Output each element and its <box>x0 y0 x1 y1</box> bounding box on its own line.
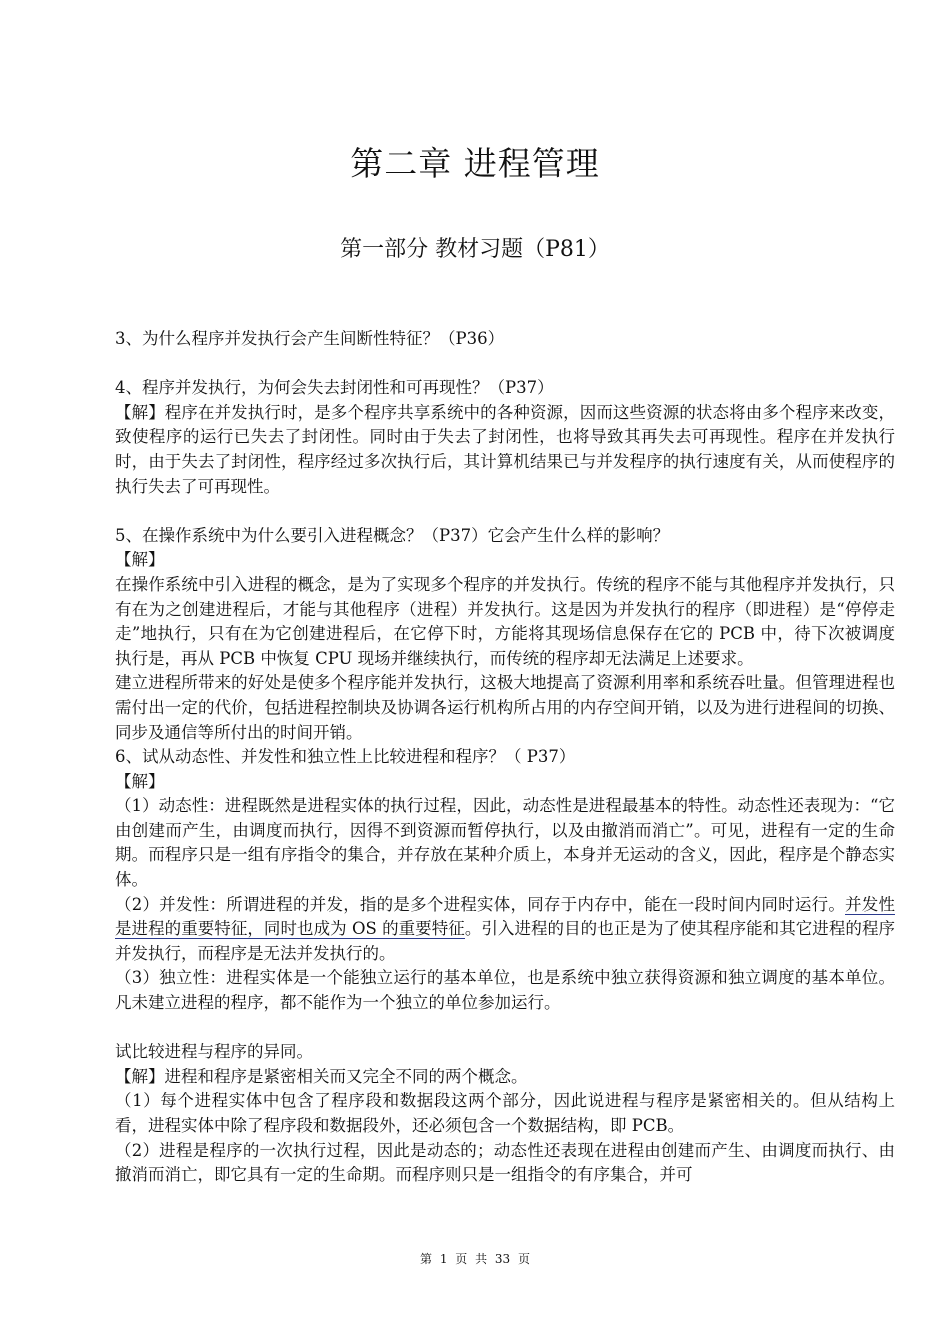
question-6-paragraph-3: （3）独立性：进程实体是一个能独立运行的基本单位，也是系统中独立获得资源和独立调度的基本单位。凡未建立进程的程序，都不能作为一个独立的单位参加运行。 <box>115 968 895 1013</box>
question-5-solution-label: 【解】 <box>115 550 165 570</box>
question-5-paragraph-1: 在操作系统中引入进程的概念，是为了实现多个程序的并发执行。传统的程序不能与其他程序并发执行，只有在为之创建进程后，才能与其他程序（进程）并发执行。这是因为并发执行的程序（即进程）是“停停走走”地执行，只有在为它创建进程后，在它停下时，方能将其现场信息保存在它的 PCB 中，待下次被调度执行是，再从 PCB 中恢复 CPU 现场并继续执行，而传统的程序却无法满足上述要求。 <box>115 574 895 668</box>
spacer <box>115 352 895 377</box>
paragraph-text: （2）并发性：所谓进程的并发，指的是多个进程实体，同存于内存中，能在一段时间内同时运行。 <box>115 894 846 914</box>
page-footer: 第 1 页 共 33 页 <box>420 1252 530 1266</box>
question-7-paragraph-2: （2）进程是程序的一次执行过程，因此是动态的；动态性还表现在进程由创建而产生、由调度而执行、由撤消而消亡，即它具有一定的生命期。而程序则只是一组指令的有序集合，并可 <box>115 1140 895 1185</box>
part-title: 第一部分 教材习题（P81） <box>340 237 610 262</box>
question-6-solution-label: 【解】 <box>115 771 165 791</box>
question-6-paragraph-1: （1）动态性：进程既然是进程实体的执行过程，因此，动态性是进程最基本的特性。动态性还表现为：“它由创建而产生，由调度而执行，因得不到资源而暂停执行，以及由撤消而消亡”。可见，进程有一定的生命期。而程序只是一组有序指令的集合，并存放在某种介质上，本身并无运动的含义，因此，程序是个静态实体。 <box>115 796 895 890</box>
underlined-text: 并发性是进程的重要特征，同时也成为 OS 的重要特征 <box>115 894 896 939</box>
document-body <box>115 327 895 1188</box>
question-7-solution: 【解】进程和程序是紧密相关而又完全不同的两个概念。 <box>115 1066 528 1086</box>
question-7: 试比较进程与程序的异同。 <box>115 1042 313 1062</box>
spacer <box>115 499 895 524</box>
question-7-paragraph-1: （1）每个进程实体中包含了程序段和数据段这两个部分，因此说进程与程序是紧密相关的。但从结构上看，进程实体中除了程序段和数据段外，还必须包含一个数据结构，即 PCB。 <box>115 1091 895 1135</box>
question-4: 4、程序并发执行，为何会失去封闭性和可再现性？（P37） <box>115 378 554 398</box>
spacer <box>115 1016 895 1041</box>
question-5-paragraph-2: 建立进程所带来的好处是使多个程序能并发执行，这极大地提高了资源利用率和系统吞吐量。但管理进程也需付出一定的代价，包括进程控制块及协调各运行机构所占用的内存空间开销，以及为进行进程间的切换、同步及通信等所付出的时间开销。 <box>115 673 895 742</box>
question-6-paragraph-2 <box>115 893 895 967</box>
question-4-solution: 【解】程序在并发执行时，是多个程序共享系统中的各种资源，因而这些资源的状态将由多个程序来改变，致使程序的运行已失去了封闭性。同时由于失去了封闭性，也将导致其再失去可再现性。程序在并发执行时，由于失去了封闭性，程序经过多次执行后，其计算机结果已与并发程序的执行速度有关，从而使程序的执行失去了可再现性。 <box>115 402 895 496</box>
question-3: 3、为什么程序并发执行会产生间断性特征？（P36） <box>115 329 505 348</box>
chapter-title: 第二章 进程管理 <box>350 144 600 183</box>
question-6: 6、试从动态性、并发性和独立性上比较进程和程序？（ P37） <box>115 747 576 767</box>
paragraph-text: 。引入进程的目的也正是为了使其程序能和其它进程的程序并发执行，而程序是无法并发执行的。 <box>115 919 895 963</box>
question-5: 5、在操作系统中为什么要引入进程概念？（P37）它会产生什么样的影响？ <box>115 525 670 545</box>
